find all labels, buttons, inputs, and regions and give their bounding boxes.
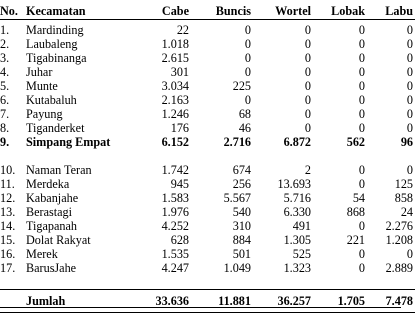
cell-kecamatan: Merek xyxy=(26,247,58,261)
vegetable-production-table xyxy=(0,4,415,313)
cell-buncis: 0 xyxy=(244,51,251,65)
cell-labu: 0 xyxy=(406,107,413,121)
table-row xyxy=(0,261,415,275)
cell-wortel: 2 xyxy=(304,163,311,177)
cell-wortel: 0 xyxy=(304,93,311,107)
cell-no: 4. xyxy=(0,65,10,79)
cell-lobak: 0 xyxy=(358,107,365,121)
cell-wortel: 525 xyxy=(292,247,311,261)
table-row xyxy=(0,107,415,121)
cell-wortel: 0 xyxy=(304,121,311,135)
cell-wortel: 0 xyxy=(304,23,311,37)
cell-kecamatan: Laubaleng xyxy=(26,37,78,51)
cell-cabe: 176 xyxy=(170,121,189,135)
table-row xyxy=(0,205,415,219)
spacer-row xyxy=(0,275,415,290)
cell-cabe: 2.163 xyxy=(161,93,189,107)
cell-no: 13. xyxy=(0,205,16,219)
cell-wortel: 6.872 xyxy=(283,135,311,149)
cell-labu: 0 xyxy=(406,247,413,261)
cell-buncis: 0 xyxy=(244,37,251,51)
cell-no: 15. xyxy=(0,233,16,247)
cell-labu: 858 xyxy=(394,191,413,205)
cell-kecamatan: Kabanjahe xyxy=(26,191,79,205)
cell-buncis: 68 xyxy=(238,107,251,121)
cell-labu: 0 xyxy=(406,65,413,79)
cell-wortel: 491 xyxy=(292,219,311,233)
cell-lobak: 562 xyxy=(346,135,365,149)
cell-kecamatan: Berastagi xyxy=(26,205,73,219)
cell-kecamatan: Naman Teran xyxy=(26,163,92,177)
cell-no: 14. xyxy=(0,219,16,233)
table-row xyxy=(0,20,415,38)
cell-labu: 2.276 xyxy=(385,219,413,233)
header-buncis: Buncis xyxy=(215,4,251,18)
header-row xyxy=(0,4,415,20)
cell-labu: 96 xyxy=(400,135,413,149)
cell-no: 5. xyxy=(0,79,10,93)
cell-cabe: 301 xyxy=(170,65,189,79)
cell-lobak: 0 xyxy=(358,247,365,261)
cell-lobak: 0 xyxy=(358,219,365,233)
cell-wortel: 0 xyxy=(304,51,311,65)
table-row xyxy=(0,219,415,233)
cell-kecamatan: Mardinding xyxy=(26,23,84,37)
cell-cabe: 1.535 xyxy=(161,247,189,261)
cell-no: 10. xyxy=(0,163,16,177)
cell-cabe: 1.583 xyxy=(161,191,189,205)
table-row xyxy=(0,233,415,247)
bottom-rule xyxy=(0,307,401,308)
cell-wortel: 0 xyxy=(304,107,311,121)
cell-kecamatan: Juhar xyxy=(26,65,53,79)
cell-wortel: 0 xyxy=(304,37,311,51)
cell-kecamatan: Kutabaluh xyxy=(26,93,77,107)
cell-kecamatan: Simpang Empat xyxy=(26,135,111,149)
cell-no: 3. xyxy=(0,51,10,65)
cell-cabe: 1.018 xyxy=(161,37,189,51)
cell-kecamatan: Tigabinanga xyxy=(26,51,87,65)
cell-buncis: 225 xyxy=(232,79,251,93)
total-row xyxy=(0,290,415,313)
total-lobak: 1.705 xyxy=(337,294,365,308)
cell-no: 2. xyxy=(0,37,10,51)
cell-labu: 0 xyxy=(406,79,413,93)
table-row xyxy=(0,163,415,177)
cell-no: 7. xyxy=(0,107,10,121)
cell-labu: 0 xyxy=(406,23,413,37)
cell-labu: 0 xyxy=(406,163,413,177)
cell-wortel: 6.330 xyxy=(283,205,311,219)
cell-buncis: 310 xyxy=(232,219,251,233)
cell-no: 17. xyxy=(0,261,16,275)
table-row-highlighted xyxy=(0,135,415,163)
cell-no: 16. xyxy=(0,247,16,261)
cell-lobak: 0 xyxy=(358,163,365,177)
cell-kecamatan: Merdeka xyxy=(26,177,70,191)
cell-cabe: 2.615 xyxy=(161,51,189,65)
cell-lobak: 0 xyxy=(358,93,365,107)
table-row xyxy=(0,93,415,107)
cell-labu: 1.208 xyxy=(385,233,413,247)
cell-buncis: 46 xyxy=(238,121,251,135)
table-row xyxy=(0,247,415,261)
cell-no-empty xyxy=(0,290,26,313)
cell-cabe: 945 xyxy=(170,177,189,191)
table-header xyxy=(0,4,415,20)
cell-lobak: 0 xyxy=(358,51,365,65)
cell-buncis: 256 xyxy=(232,177,251,191)
cell-buncis: 0 xyxy=(244,23,251,37)
cell-buncis: 0 xyxy=(244,93,251,107)
header-wortel: Wortel xyxy=(275,4,311,18)
cell-no: 1. xyxy=(0,23,10,37)
header-no: No. xyxy=(0,4,18,18)
cell-kecamatan: BarusJahe xyxy=(26,261,77,275)
cell-wortel: 1.305 xyxy=(283,233,311,247)
cell-cabe: 4.247 xyxy=(161,261,189,275)
header-kecamatan: Kecamatan xyxy=(26,4,86,18)
cell-buncis: 674 xyxy=(232,163,251,177)
cell-wortel: 0 xyxy=(304,65,311,79)
cell-labu: 24 xyxy=(400,205,413,219)
cell-cabe: 628 xyxy=(170,233,189,247)
cell-buncis: 540 xyxy=(232,205,251,219)
table-row xyxy=(0,37,415,51)
spacer-cell xyxy=(0,275,415,290)
cell-cabe: 1.976 xyxy=(161,205,189,219)
cell-buncis: 5.567 xyxy=(223,191,251,205)
cell-lobak: 0 xyxy=(358,79,365,93)
cell-lobak: 0 xyxy=(358,261,365,275)
cell-lobak: 54 xyxy=(352,191,365,205)
cell-lobak: 0 xyxy=(358,23,365,37)
cell-kecamatan: Tiganderket xyxy=(26,121,85,135)
cell-labu: 0 xyxy=(406,37,413,51)
cell-wortel: 13.693 xyxy=(277,177,311,191)
cell-cabe: 22 xyxy=(176,23,189,37)
table-body xyxy=(0,20,415,313)
cell-kecamatan: Payung xyxy=(26,107,63,121)
cell-wortel: 1.323 xyxy=(283,261,311,275)
total-label: Jumlah xyxy=(26,294,66,308)
cell-lobak: 0 xyxy=(358,177,365,191)
cell-wortel: 0 xyxy=(304,79,311,93)
table-row xyxy=(0,121,415,135)
cell-kecamatan: Dolat Rakyat xyxy=(26,233,91,247)
total-cabe: 33.636 xyxy=(155,294,189,308)
cell-buncis: 501 xyxy=(232,247,251,261)
cell-lobak: 868 xyxy=(346,205,365,219)
table-row xyxy=(0,51,415,65)
cell-no: 6. xyxy=(0,93,10,107)
total-buncis: 11.881 xyxy=(218,294,251,308)
table-row xyxy=(0,79,415,93)
cell-no: 12. xyxy=(0,191,16,205)
cell-cabe: 1.742 xyxy=(161,163,189,177)
cell-buncis: 2.716 xyxy=(223,135,251,149)
cell-no: 11. xyxy=(0,177,15,191)
cell-labu: 0 xyxy=(406,93,413,107)
cell-no: 9. xyxy=(0,135,10,149)
total-labu: 7.478 xyxy=(385,294,413,308)
cell-no: 8. xyxy=(0,121,10,135)
cell-wortel: 5.716 xyxy=(283,191,311,205)
cell-kecamatan: Tigapanah xyxy=(26,219,78,233)
header-labu: Labu xyxy=(385,4,413,18)
cell-buncis: 0 xyxy=(244,65,251,79)
cell-cabe: 4.252 xyxy=(161,219,189,233)
cell-kecamatan: Munte xyxy=(26,79,58,93)
cell-cabe: 6.152 xyxy=(161,135,189,149)
header-lobak: Lobak xyxy=(331,4,365,18)
cell-buncis: 884 xyxy=(232,233,251,247)
total-wortel: 36.257 xyxy=(277,294,311,308)
cell-buncis: 1.049 xyxy=(223,261,251,275)
cell-lobak: 0 xyxy=(358,121,365,135)
cell-lobak: 0 xyxy=(358,65,365,79)
cell-lobak: 221 xyxy=(346,233,365,247)
cell-labu: 0 xyxy=(406,121,413,135)
cell-cabe: 3.034 xyxy=(161,79,189,93)
cell-lobak: 0 xyxy=(358,37,365,51)
table-row xyxy=(0,177,415,191)
cell-cabe: 1.246 xyxy=(161,107,189,121)
table-row xyxy=(0,191,415,205)
table-row xyxy=(0,65,415,79)
cell-labu: 125 xyxy=(394,177,413,191)
cell-labu: 0 xyxy=(406,51,413,65)
header-cabe: Cabe xyxy=(161,4,189,18)
cell-labu: 2.889 xyxy=(385,261,413,275)
